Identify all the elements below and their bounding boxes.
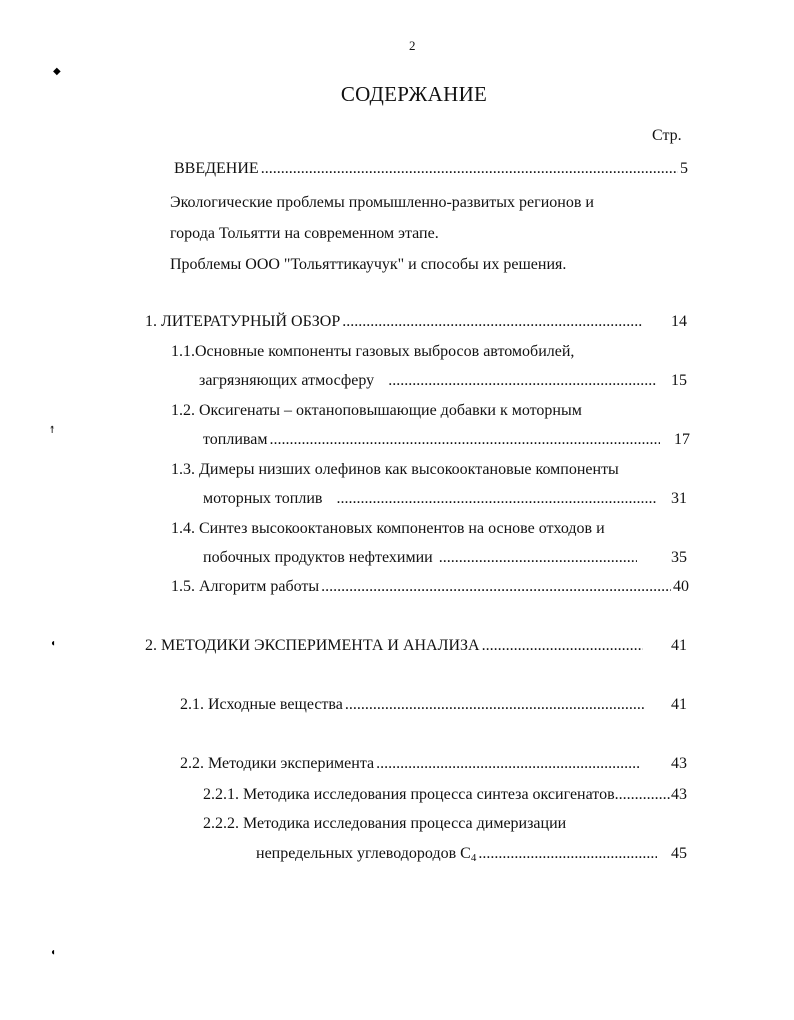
dot-leader <box>376 755 641 773</box>
dot-leader <box>478 845 657 863</box>
dot-leader <box>482 637 643 655</box>
toc-page: 5 <box>680 160 688 177</box>
toc-label: 2. МЕТОДИКИ ЭКСПЕРИМЕНТА И АНАЛИЗА <box>145 637 480 654</box>
intro-line-1: Экологические проблемы промышленно-развитых регионов и <box>170 194 594 211</box>
toc-entry-1-1-line-1: 1.1.Основные компоненты газовых выбросов автомобилей, <box>171 343 575 360</box>
toc-page: 15 <box>671 372 687 389</box>
toc-page: 31 <box>671 490 687 507</box>
toc-label: 2.2.1. Методика исследования процесса синтеза оксигенатов <box>203 786 615 803</box>
toc-entry-2-2-2[interactable] <box>256 845 687 867</box>
toc-entry-section-1[interactable] <box>145 313 687 331</box>
toc-entry-1-5[interactable] <box>171 578 689 596</box>
dot-leader <box>342 313 643 331</box>
toc-label: 2.2. Методики эксперимента <box>180 755 375 772</box>
intro-line-2: города Тольятти на современном этапе. <box>170 225 439 242</box>
dot-leader <box>336 490 657 508</box>
toc-label: 1.5. Алгоритм работы <box>171 578 320 595</box>
dot-leader <box>321 578 671 596</box>
toc-page: 45 <box>671 845 687 862</box>
toc-entry-1-3[interactable] <box>203 490 687 508</box>
margin-mark-icon: ↟ <box>48 425 57 436</box>
toc-entry-1-1[interactable] <box>199 372 687 390</box>
toc-entry-intro[interactable] <box>174 160 688 178</box>
toc-entry-1-4[interactable] <box>203 549 687 567</box>
dot-leader <box>388 372 657 390</box>
toc-page: 14 <box>671 313 687 330</box>
toc-label: 1. ЛИТЕРАТУРНЫЙ ОБЗОР <box>145 313 341 330</box>
toc-page: 41 <box>671 696 687 713</box>
toc-label: 2.1. Исходные вещества <box>180 696 343 713</box>
toc-label-text: непредельных углеводородов С <box>256 845 471 862</box>
toc-entry-2-1[interactable] <box>180 696 687 714</box>
page-column-label: Стр. <box>652 127 682 144</box>
toc-entry-1-3-line-1: 1.3. Димеры низших олефинов как высокооктановые компоненты <box>171 461 619 478</box>
page-number: 2 <box>409 38 416 53</box>
toc-entry-1-2-line-1: 1.2. Оксигенаты – октаноповышающие добавки к моторным <box>171 402 582 419</box>
toc-label <box>256 845 476 867</box>
toc-entry-1-4-line-1: 1.4. Синтез высокооктановых компонентов на основе отходов и <box>171 520 605 537</box>
toc-page: 43 <box>671 786 687 803</box>
toc-page: 40 <box>673 578 689 595</box>
toc-page: 43 <box>671 755 687 772</box>
margin-mark-icon: ◖ <box>50 947 57 958</box>
toc-entry-2-2-1[interactable] <box>203 786 687 804</box>
margin-mark-icon: ◖ <box>50 638 57 649</box>
toc-label: моторных топлив <box>203 490 323 507</box>
subscript: 4 <box>470 852 477 864</box>
dot-leader <box>439 549 637 567</box>
intro-line-3: Проблемы ООО "Тольяттикаучук" и способы их решения. <box>170 256 567 273</box>
toc-label: топливам <box>203 431 268 448</box>
toc-page: 41 <box>671 637 687 654</box>
toc-page: 35 <box>671 549 687 566</box>
dot-leader <box>269 431 660 449</box>
toc-entry-2-2[interactable] <box>180 755 687 773</box>
toc-entry-1-2[interactable] <box>203 431 690 449</box>
dot-leader <box>615 786 671 804</box>
page-title: СОДЕРЖАНИЕ <box>340 82 488 106</box>
dot-leader <box>345 696 645 714</box>
toc-label: побочных продуктов нефтехимии <box>203 549 433 566</box>
toc-label: загрязняющих атмосферу <box>199 372 375 389</box>
toc-entry-2-2-2-line-1: 2.2.2. Методика исследования процесса димеризации <box>203 815 567 832</box>
toc-entry-section-2[interactable] <box>145 637 687 655</box>
toc-label: ВВЕДЕНИЕ <box>174 160 259 177</box>
toc-page: 17 <box>674 431 690 448</box>
dot-leader <box>261 160 678 178</box>
margin-mark-icon: ◆ <box>53 66 61 77</box>
